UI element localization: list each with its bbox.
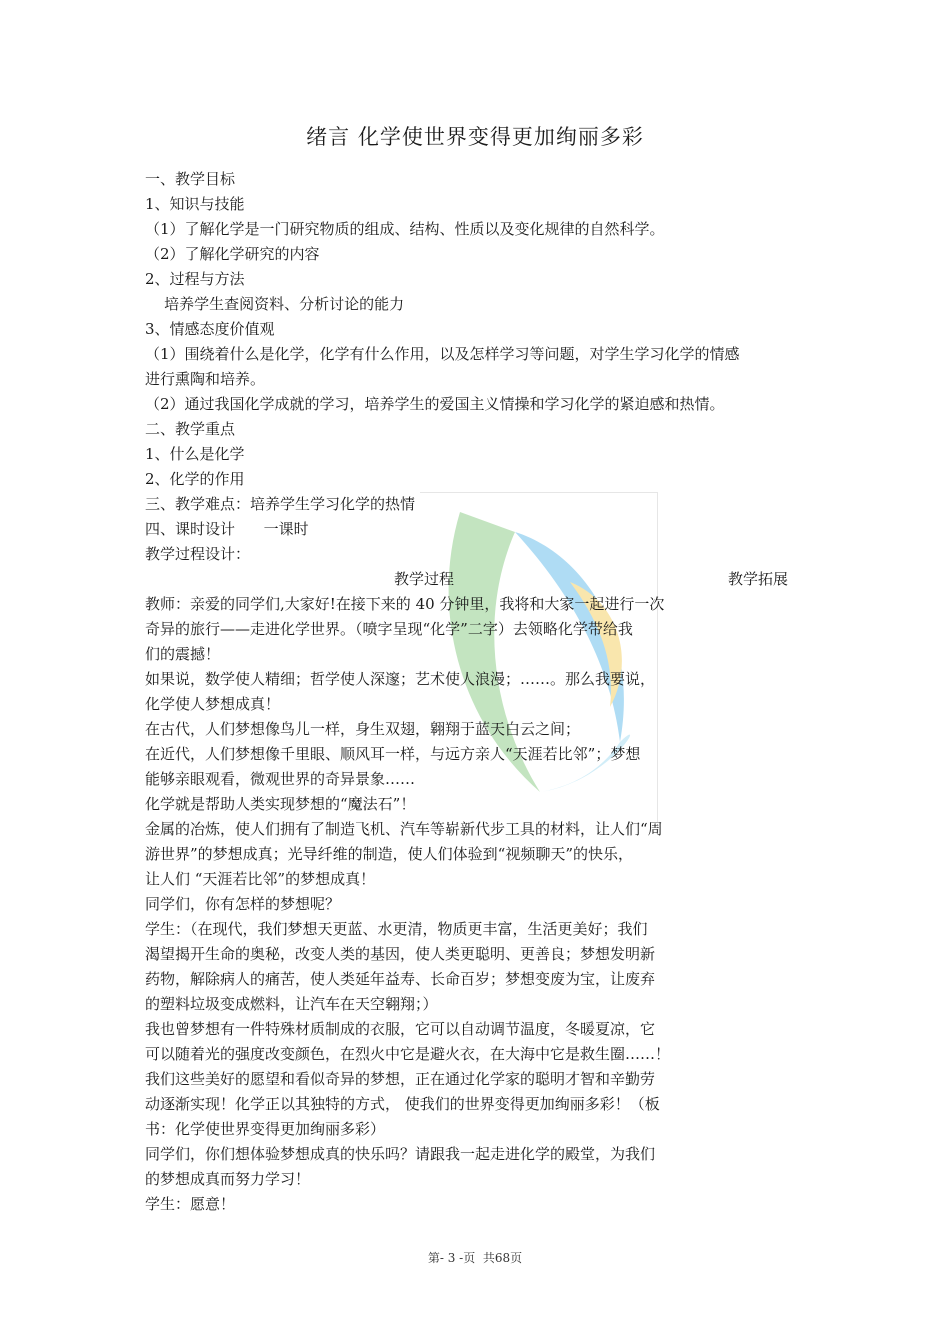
- objective-item: 培养学生查阅资料、分析讨论的能力: [145, 295, 405, 313]
- heading-lesson-design: 四、课时设计 一课时: [145, 520, 309, 538]
- process-line: 让人们 “天涯若比邻”的梦想成真！: [145, 870, 376, 888]
- process-line: 同学们，你们想体验梦想成真的快乐吗？请跟我一起走进化学的殿堂，为我们: [145, 1145, 656, 1163]
- objective-item: （2）了解化学研究的内容: [145, 245, 320, 263]
- process-line: 学生：愿意！: [145, 1195, 236, 1213]
- heading-key-points: 二、教学重点: [145, 420, 236, 438]
- page-footer: 第- 3 -页 共68页: [427, 1251, 523, 1265]
- process-line: 在古代，人们梦想像鸟儿一样，身生双翅，翱翔于蓝天白云之间；: [145, 720, 581, 738]
- watermark-frame-top: [420, 492, 658, 493]
- process-line: 在近代，人们梦想像千里眼、顺风耳一样，与远方亲人“天涯若比邻”；梦想: [145, 745, 641, 763]
- column-header-process: 教学过程: [394, 570, 455, 588]
- process-line: 学生：（在现代，我们梦想天更蓝、水更清，物质更丰富，生活更美好；我们: [145, 920, 648, 938]
- objective-item-continued: 进行熏陶和培养。: [145, 370, 266, 388]
- process-line: 金属的冶炼，使人们拥有了制造飞机、汽车等崭新代步工具的材料，让人们“周: [145, 820, 663, 838]
- process-line: 我也曾梦想有一件特殊材质制成的衣服，它可以自动调节温度，冬暖夏凉，它: [145, 1020, 656, 1038]
- watermark-logo: [420, 492, 658, 822]
- column-header-extension: 教学拓展: [728, 570, 789, 588]
- process-line: 游世界”的梦想成真；光导纤维的制造，使人们体验到“视频聊天”的快乐，: [145, 845, 634, 863]
- process-line: 奇异的旅行——走进化学世界。（喷字呈现“化学”二字）去领略化学带给我: [145, 620, 633, 638]
- objective-item: （1）了解化学是一门研究物质的组成、结构、性质以及变化规律的自然科学。: [145, 220, 665, 238]
- key-point-item: 2、化学的作用: [145, 470, 245, 488]
- process-line: 药物，解除病人的痛苦，使人类延年益寿、长命百岁；梦想变废为宝，让废弃: [145, 970, 656, 988]
- process-line: 教师：亲爱的同学们,大家好!在接下来的 40 分钟里，我将和大家一起进行一次: [145, 595, 665, 613]
- page-title: 绪言 化学使世界变得更加绚丽多彩: [306, 125, 644, 149]
- process-line: 可以随着光的强度改变颜色，在烈火中它是避火衣，在大海中它是救生圈……！: [145, 1045, 671, 1063]
- process-line: 化学使人梦想成真！: [145, 695, 281, 713]
- process-line: 动逐渐实现！化学正以其独特的方式， 使我们的世界变得更加绚丽多彩！（板: [145, 1095, 660, 1113]
- process-line: 的塑料垃圾变成燃料，让汽车在天空翱翔；）: [145, 995, 438, 1013]
- subheading-process-methods: 2、过程与方法: [145, 270, 245, 288]
- process-line: 如果说，数学使人精细；哲学使人深邃；艺术使人浪漫；……。那么我要说，: [145, 670, 656, 688]
- process-line: 的梦想成真而努力学习！: [145, 1170, 311, 1188]
- watermark-frame-right: [657, 492, 658, 822]
- process-line: 书：化学使世界变得更加绚丽多彩）: [145, 1120, 386, 1138]
- subheading-attitude-values: 3、情感态度价值观: [145, 320, 275, 338]
- heading-teaching-objectives: 一、教学目标: [145, 170, 236, 188]
- heading-difficulty: 三、教学难点：培养学生学习化学的热情: [145, 495, 416, 513]
- heading-process-design: 教学过程设计：: [145, 545, 251, 563]
- process-line: 们的震撼！: [145, 645, 221, 663]
- process-line: 渴望揭开生命的奥秘，改变人类的基因，使人类更聪明、更善良；梦想发明新: [145, 945, 656, 963]
- objective-item: （1）围绕着什么是化学，化学有什么作用，以及怎样学习等问题，对学生学习化学的情感: [145, 345, 740, 363]
- process-line: 能够亲眼观看，微观世界的奇异景象……: [145, 770, 416, 788]
- objective-item: （2）通过我国化学成就的学习，培养学生的爱国主义情操和学习化学的紧迫感和热情。: [145, 395, 725, 413]
- process-line: 化学就是帮助人类实现梦想的“魔法石”！: [145, 795, 416, 813]
- process-line: 同学们，你有怎样的梦想呢？: [145, 895, 341, 913]
- key-point-item: 1、什么是化学: [145, 445, 245, 463]
- process-line: 我们这些美好的愿望和看似奇异的梦想，正在通过化学家的聪明才智和辛勤劳: [145, 1070, 656, 1088]
- subheading-knowledge-skills: 1、知识与技能: [145, 195, 245, 213]
